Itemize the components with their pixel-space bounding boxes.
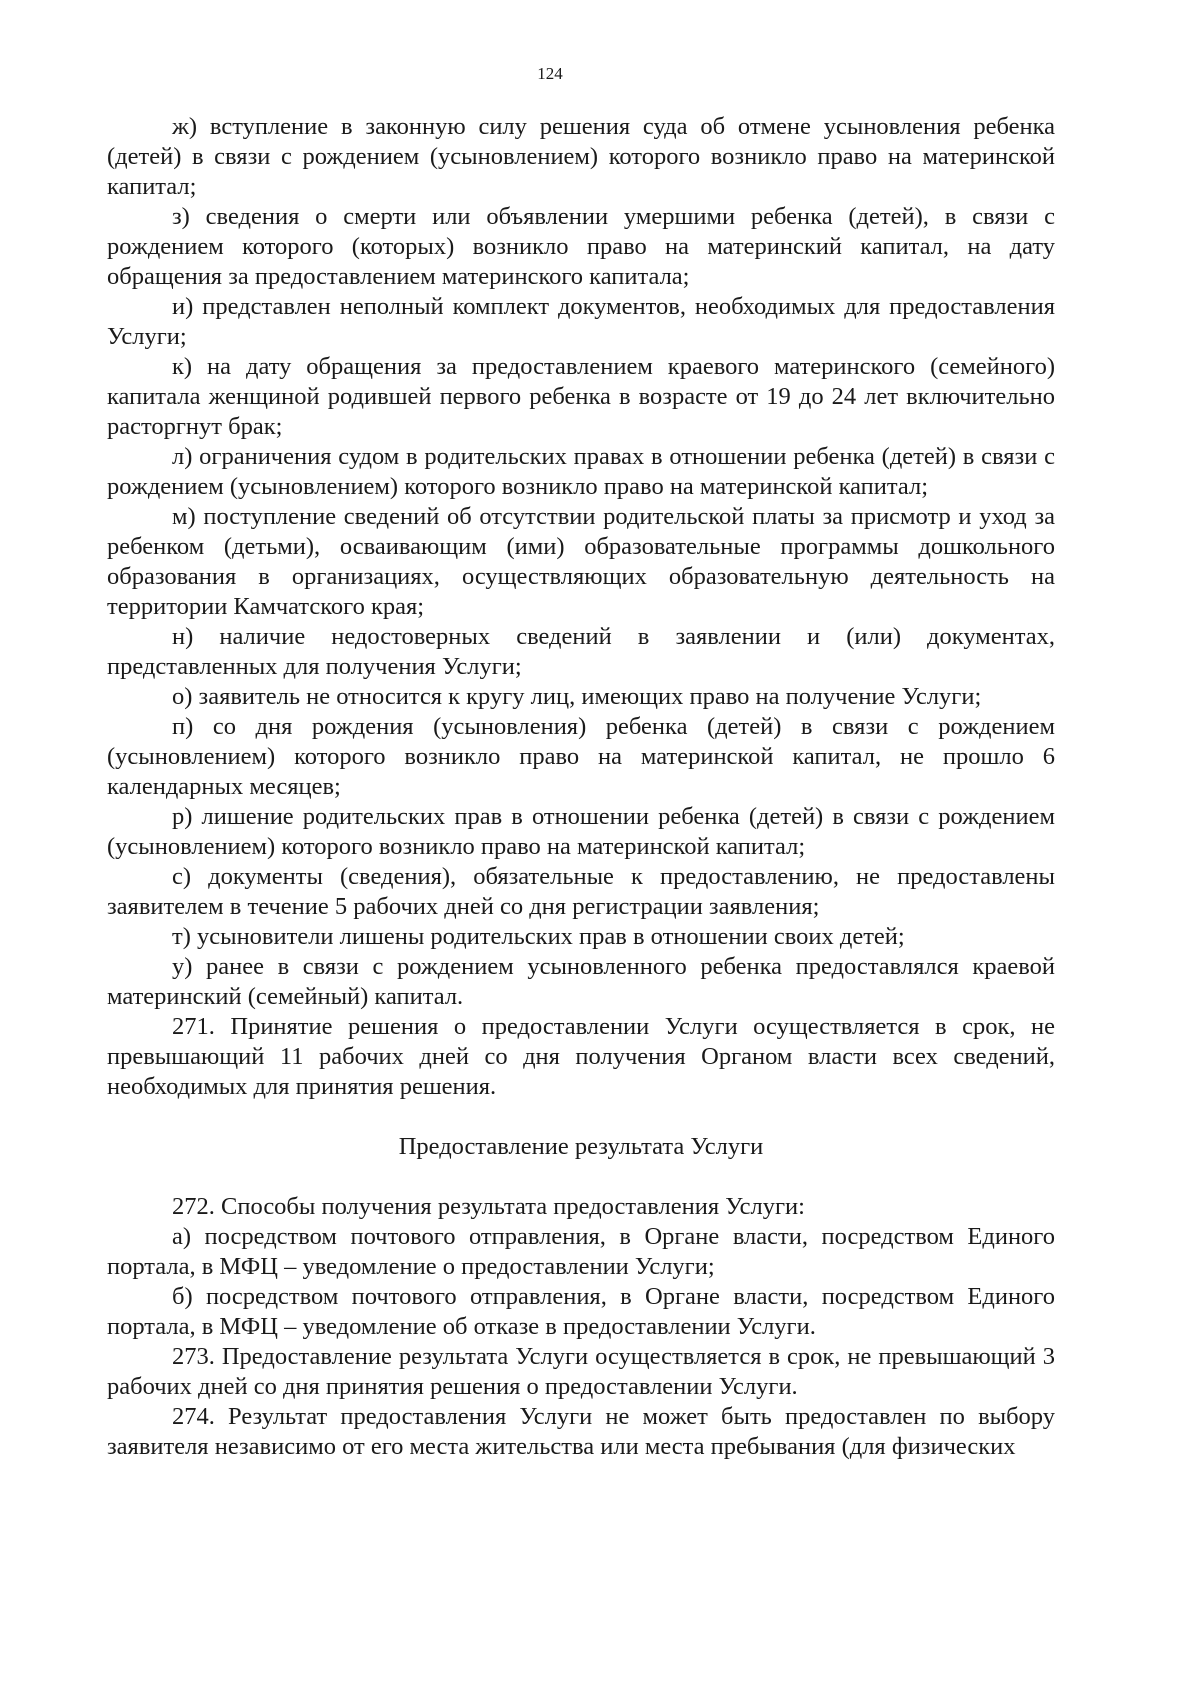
clause-273: 273. Предоставление результата Услуги осуществляется в срок, не превышающий 3 рабочих дней со дня принятия решения о предоставлении Услуги. [107,1343,1055,1400]
list-item-o: о) заявитель не относится к кругу лиц, имеющих право на получение Услуги; [172,683,982,710]
list-item-s: с) документы (сведения), обязательные к предоставлению, не предоставлены заявителем в течение 5 рабочих дней со дня регистрации заявления; [107,863,1055,920]
list-item-z: з) сведения о смерти или объявлении умершими ребенка (детей), в связи с рождением которого (которых) возникло право на материнский капитал, на дату обращения за предоставлением материнского капитала; [107,203,1055,290]
page-number: 124 [537,64,563,83]
list-item-l: л) ограничения судом в родительских правах в отношении ребенка (детей) в связи с рождением (усыновлением) которого возникло право на материнской капитал; [107,443,1055,500]
list-item-b: б) посредством почтового отправления, в Органе власти, посредством Единого портала, в МФЦ – уведомление об отказе в предоставлении Услуги. [107,1283,1055,1340]
clause-271: 271. Принятие решения о предоставлении Услуги осуществляется в срок, не превышающий 11 рабочих дней со дня получения Органом власти всех сведений, необходимых для принятия решения. [107,1013,1055,1100]
clause-274: 274. Результат предоставления Услуги не может быть предоставлен по выбору заявителя независимо от его места жительства или места пребывания (для физических [107,1403,1055,1460]
list-item-m: м) поступление сведений об отсутствии родительской платы за присмотр и уход за ребенком (детьми), осваивающим (ими) образовательные программы дошкольного образования в организациях, осуществляющих образовательную деятельность на территории Камчатского края; [107,503,1055,620]
list-item-t: т) усыновители лишены родительских прав в отношении своих детей; [172,923,905,950]
section-heading: Предоставление результата Услуги [398,1133,764,1160]
list-item-p: п) со дня рождения (усыновления) ребенка (детей) в связи с рождением (усыновлением) которого возникло право на материнской капитал, не прошло 6 календарных месяцев; [107,713,1055,800]
clause-272: 272. Способы получения результата предоставления Услуги: [172,1193,805,1220]
list-item-k: к) на дату обращения за предоставлением краевого материнского (семейного) капитала женщиной родившей первого ребенка в возрасте от 19 до 24 лет включительно расторгнут брак; [107,353,1055,440]
list-item-i: и) представлен неполный комплект документов, необходимых для предоставления Услуги; [107,293,1055,350]
list-item-zh: ж) вступление в законную силу решения суда об отмене усыновления ребенка (детей) в связи с рождением (усыновлением) которого возникло право на материнской капитал; [107,113,1055,200]
list-item-a: а) посредством почтового отправления, в Органе власти, посредством Единого портала, в МФЦ – уведомление о предоставлении Услуги; [107,1223,1055,1280]
list-item-n: н) наличие недостоверных сведений в заявлении и (или) документах, представленных для получения Услуги; [107,623,1055,680]
document-body [107,112,1055,1462]
list-item-r: р) лишение родительских прав в отношении ребенка (детей) в связи с рождением (усыновлением) которого возникло право на материнской капитал; [107,803,1055,860]
list-item-u: у) ранее в связи с рождением усыновленного ребенка предоставлялся краевой материнский (семейный) капитал. [107,953,1055,1010]
